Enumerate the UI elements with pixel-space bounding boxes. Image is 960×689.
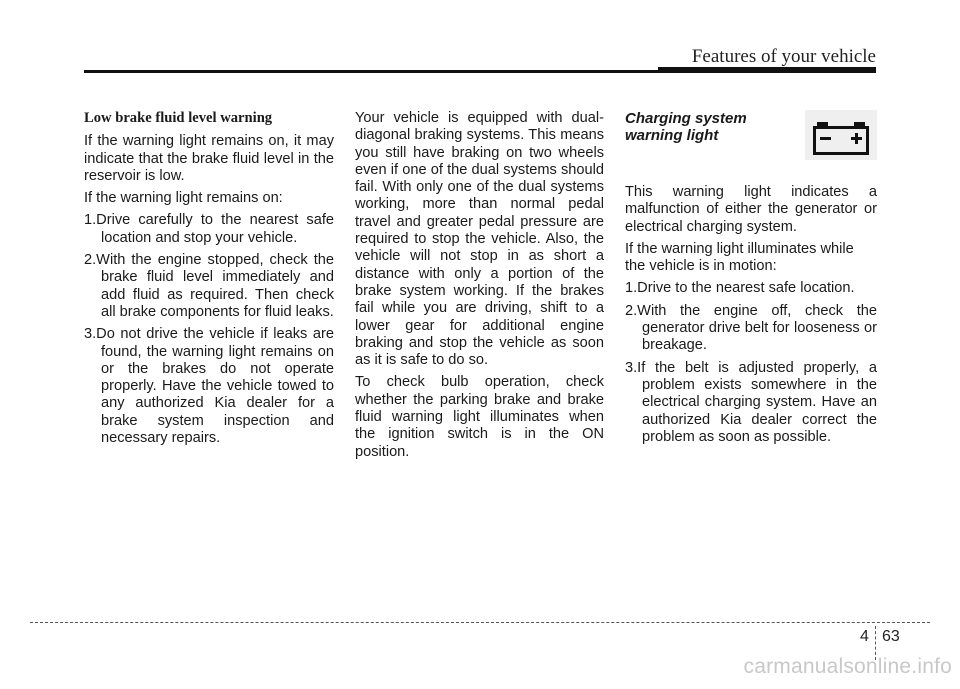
step-number: 3. — [625, 359, 638, 376]
step-number: 2. — [84, 252, 97, 269]
step-text: If the belt is adjusted properly, a problem exists somewhere in the electrical charging system. Have an authorized Kia dealer correct the problem as soon as possible. — [637, 359, 877, 445]
bulb-check-paragraph: To check bulb operation, check whether the parking brake and brake fluid warning light illuminates when the ignition switch is in the ON position. — [355, 374, 604, 460]
step-text: With the engine stopped, check the brake fluid level immediately and add fluid as required. Then check all brake components for fluid leaks. — [96, 252, 334, 320]
page-number: 63 — [882, 628, 900, 645]
step-text: With the engine off, check the generator drive belt for looseness or breakage. — [637, 302, 877, 354]
step-text: Drive carefully to the nearest safe location and stop your vehicle. — [96, 212, 334, 246]
battery-icon — [805, 110, 877, 160]
column-charging-body — [625, 184, 877, 451]
watermark: carmanualsonline.info — [743, 655, 952, 678]
header-rule-accent — [658, 67, 876, 73]
step-number: 3. — [84, 326, 97, 343]
section-title: Features of your vehicle — [691, 46, 876, 67]
list-item — [625, 280, 877, 297]
dual-brake-paragraph: Your vehicle is equipped with dual-diagonal braking systems. This means you still have braking on two wheels even if one of the dual systems should fail. With only one of the dual systems working, more than normal pedal travel and greater pedal pressure are required to stop the vehicle. Also, the vehicle will not stop in as short a distance with only a portion of the brake system working. If the brakes fail while you are driving, shift to a lower gear for additional engine braking and stop the vehicle as soon as it is safe to do so. — [355, 110, 604, 369]
step-number: 1. — [625, 280, 638, 297]
list-item — [625, 303, 877, 355]
list-item — [84, 326, 334, 447]
step-text: Do not drive the vehicle if leaks are found, the warning light remains on or the brakes do not operate properly. Have the vehicle towed to any authorized Kia dealer for a brake system inspection and necessary repairs. — [96, 326, 334, 447]
list-item — [625, 360, 877, 446]
footer-rule — [30, 622, 930, 623]
charging-steps — [625, 280, 877, 446]
column-brake-fluid — [84, 110, 334, 452]
list-item — [84, 212, 334, 247]
list-item — [84, 252, 334, 321]
column-dual-brake — [355, 110, 604, 466]
brake-fluid-heading: Low brake fluid level warning — [84, 110, 273, 126]
brake-fluid-condition: If the warning light remains on: — [84, 190, 283, 207]
charging-intro: This warning light indicates a malfunction of either the generator or electrical charging system. — [625, 184, 877, 235]
charging-condition: If the warning light illuminates while the vehicle is in motion: — [625, 240, 854, 275]
charging-warning-heading: Charging system warning light — [625, 110, 747, 144]
brake-fluid-intro: If the warning light remains on, it may indicate that the brake fluid level in the reservoir is low. — [84, 133, 334, 184]
chapter-number: 4 — [860, 628, 869, 645]
step-number: 1. — [84, 212, 97, 229]
brake-fluid-steps — [84, 212, 334, 447]
step-text: Drive to the nearest safe location. — [637, 280, 855, 297]
step-number: 2. — [625, 302, 638, 319]
